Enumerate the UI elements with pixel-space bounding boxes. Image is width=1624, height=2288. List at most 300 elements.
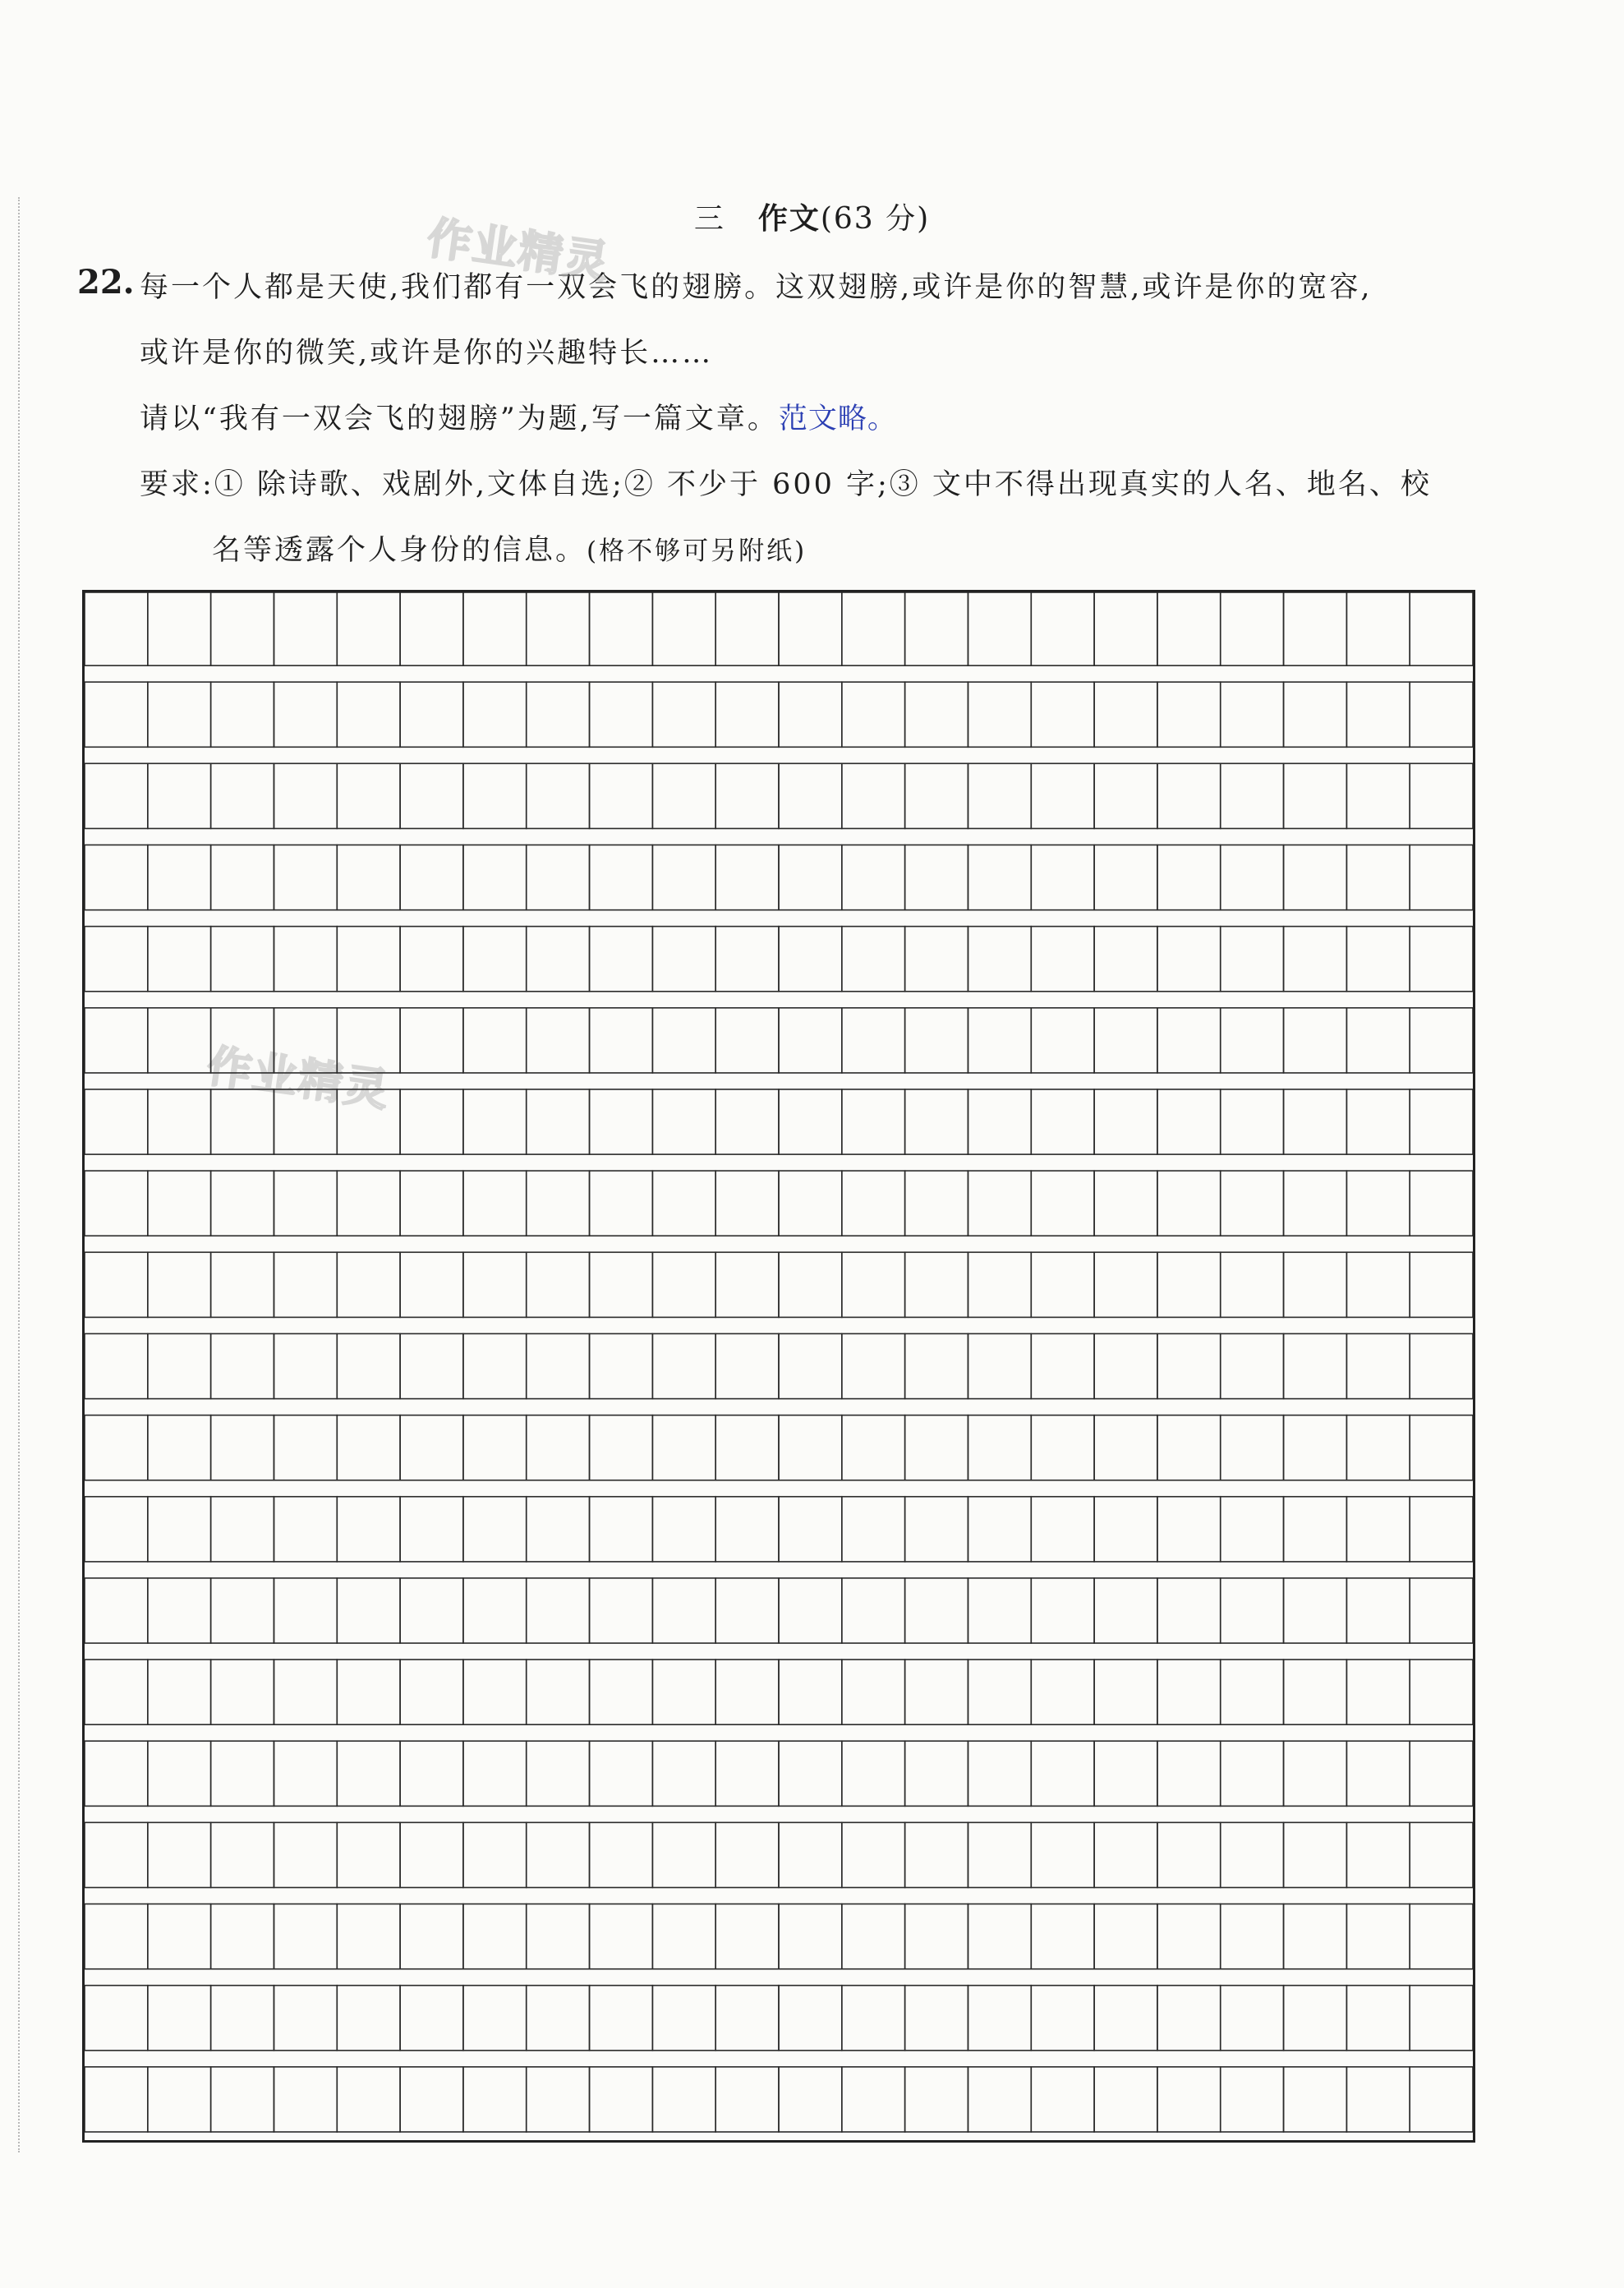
grid-cell[interactable] [842,845,905,909]
grid-cell[interactable] [590,1252,653,1317]
grid-cell[interactable] [905,1822,968,1887]
grid-cell[interactable] [1094,1008,1157,1073]
grid-cell[interactable] [1410,1252,1473,1317]
grid-cell[interactable] [1157,927,1221,992]
grid-cell[interactable] [400,682,463,747]
grid-cell[interactable] [715,1089,779,1154]
grid-cell[interactable] [779,2067,842,2132]
grid-cell[interactable] [1157,682,1221,747]
grid-cell[interactable] [463,1008,527,1073]
grid-cell[interactable] [1284,1171,1347,1236]
grid-cell[interactable] [1157,592,1221,665]
grid-cell[interactable] [337,763,400,828]
grid-cell[interactable] [1221,1660,1284,1724]
grid-cell[interactable] [968,592,1031,665]
grid-cell[interactable] [1221,2067,1284,2132]
grid-cell[interactable] [779,1171,842,1236]
grid-cell[interactable] [1031,1252,1094,1317]
grid-cell[interactable] [1157,1660,1221,1724]
grid-cell[interactable] [652,2067,715,2132]
grid-cell[interactable] [148,927,211,992]
grid-cell[interactable] [211,1171,274,1236]
grid-row[interactable] [85,1008,1473,1073]
grid-cell[interactable] [1221,1416,1284,1480]
grid-cell[interactable] [463,1822,527,1887]
grid-cell[interactable] [779,1416,842,1480]
grid-row[interactable] [85,1986,1473,2051]
grid-cell[interactable] [400,1008,463,1073]
grid-cell[interactable] [85,1497,148,1562]
grid-cell[interactable] [1221,1333,1284,1398]
grid-cell[interactable] [400,763,463,828]
grid-cell[interactable] [968,1333,1031,1398]
grid-cell[interactable] [400,1904,463,1969]
grid-cell[interactable] [1284,1986,1347,2051]
grid-cell[interactable] [527,1578,590,1643]
grid-cell[interactable] [463,1171,527,1236]
grid-cell[interactable] [1221,845,1284,909]
grid-cell[interactable] [652,1904,715,1969]
grid-cell[interactable] [779,1578,842,1643]
grid-cell[interactable] [842,1171,905,1236]
composition-grid[interactable] [82,590,1475,2143]
grid-cell[interactable] [400,1741,463,1806]
grid-cell[interactable] [1284,1822,1347,1887]
grid-cell[interactable] [1221,763,1284,828]
grid-cell[interactable] [148,1904,211,1969]
grid-cell[interactable] [842,1416,905,1480]
grid-cell[interactable] [1410,682,1473,747]
grid-cell[interactable] [527,682,590,747]
grid-cell[interactable] [274,1008,337,1073]
grid-cell[interactable] [274,682,337,747]
grid-cell[interactable] [1346,1171,1410,1236]
grid-cell[interactable] [463,763,527,828]
grid-cell[interactable] [463,1741,527,1806]
grid-cell[interactable] [148,592,211,665]
grid-cell[interactable] [715,1333,779,1398]
grid-cell[interactable] [842,2067,905,2132]
grid-cell[interactable] [400,1416,463,1480]
grid-cell[interactable] [968,1416,1031,1480]
grid-cell[interactable] [842,1904,905,1969]
grid-cell[interactable] [652,1252,715,1317]
grid-cell[interactable] [715,1660,779,1724]
grid-cell[interactable] [1346,763,1410,828]
grid-cell[interactable] [715,1171,779,1236]
grid-cell[interactable] [274,1171,337,1236]
grid-cell[interactable] [905,1986,968,2051]
grid-cell[interactable] [85,1741,148,1806]
grid-cell[interactable] [779,1986,842,2051]
grid-cell[interactable] [274,1089,337,1154]
grid-cell[interactable] [590,1089,653,1154]
grid-cell[interactable] [779,927,842,992]
grid-cell[interactable] [779,1333,842,1398]
grid-cell[interactable] [85,1008,148,1073]
grid-cell[interactable] [463,1986,527,2051]
grid-cell[interactable] [527,1089,590,1154]
grid-cell[interactable] [1284,1741,1347,1806]
grid-cell[interactable] [715,763,779,828]
grid-row[interactable] [85,1497,1473,1562]
grid-cell[interactable] [337,1333,400,1398]
grid-cell[interactable] [85,1822,148,1887]
grid-cell[interactable] [1284,682,1347,747]
grid-cell[interactable] [211,1822,274,1887]
grid-cell[interactable] [968,1904,1031,1969]
grid-cell[interactable] [400,927,463,992]
grid-cell[interactable] [400,1660,463,1724]
grid-cell[interactable] [779,682,842,747]
grid-cell[interactable] [1221,1008,1284,1073]
grid-cell[interactable] [905,1333,968,1398]
grid-cell[interactable] [463,927,527,992]
grid-cell[interactable] [148,1660,211,1724]
grid-cell[interactable] [1410,927,1473,992]
grid-cell[interactable] [337,1171,400,1236]
grid-cell[interactable] [968,1008,1031,1073]
grid-cell[interactable] [274,1578,337,1643]
grid-cell[interactable] [148,845,211,909]
grid-cell[interactable] [400,592,463,665]
grid-cell[interactable] [652,592,715,665]
grid-row[interactable] [85,1660,1473,1724]
grid-cell[interactable] [274,2067,337,2132]
grid-cell[interactable] [1094,682,1157,747]
grid-cell[interactable] [1410,1333,1473,1398]
grid-cell[interactable] [1031,1986,1094,2051]
grid-cell[interactable] [1284,763,1347,828]
grid-cell[interactable] [85,845,148,909]
grid-cell[interactable] [905,763,968,828]
grid-cell[interactable] [527,1416,590,1480]
grid-cell[interactable] [211,2067,274,2132]
grid-cell[interactable] [905,1089,968,1154]
grid-cell[interactable] [905,1008,968,1073]
grid-row[interactable] [85,1252,1473,1317]
grid-cell[interactable] [652,845,715,909]
grid-cell[interactable] [1094,1741,1157,1806]
grid-cell[interactable] [1410,1578,1473,1643]
grid-cell[interactable] [1284,1333,1347,1398]
grid-cell[interactable] [590,927,653,992]
grid-cell[interactable] [85,1252,148,1317]
grid-cell[interactable] [590,1008,653,1073]
grid-cell[interactable] [463,1904,527,1969]
grid-cell[interactable] [527,1741,590,1806]
grid-row[interactable] [85,1171,1473,1236]
grid-cell[interactable] [337,1578,400,1643]
grid-cell[interactable] [1157,1416,1221,1480]
grid-cell[interactable] [337,592,400,665]
grid-cell[interactable] [211,1904,274,1969]
grid-cell[interactable] [1221,1578,1284,1643]
grid-cell[interactable] [274,1904,337,1969]
grid-cell[interactable] [1157,1904,1221,1969]
grid-cell[interactable] [148,1741,211,1806]
grid-cell[interactable] [463,682,527,747]
grid-cell[interactable] [527,845,590,909]
grid-cell[interactable] [1031,592,1094,665]
grid-cell[interactable] [779,1822,842,1887]
grid-cell[interactable] [1031,845,1094,909]
grid-cell[interactable] [1157,763,1221,828]
grid-cell[interactable] [1410,1008,1473,1073]
grid-cell[interactable] [274,845,337,909]
grid-cell[interactable] [1346,1986,1410,2051]
grid-cell[interactable] [842,1089,905,1154]
grid-cell[interactable] [85,763,148,828]
grid-cell[interactable] [527,763,590,828]
grid-cell[interactable] [1410,1171,1473,1236]
grid-cell[interactable] [652,1822,715,1887]
grid-cell[interactable] [274,1986,337,2051]
grid-cell[interactable] [590,1416,653,1480]
grid-cell[interactable] [85,1171,148,1236]
grid-cell[interactable] [1221,1741,1284,1806]
grid-cell[interactable] [715,845,779,909]
grid-cell[interactable] [337,845,400,909]
grid-cell[interactable] [463,1578,527,1643]
grid-cell[interactable] [779,845,842,909]
grid-cell[interactable] [400,1171,463,1236]
grid-cell[interactable] [652,1660,715,1724]
grid-cell[interactable] [968,2067,1031,2132]
grid-cell[interactable] [652,1578,715,1643]
grid-cell[interactable] [1157,1333,1221,1398]
grid-cell[interactable] [652,927,715,992]
grid-cell[interactable] [337,682,400,747]
grid-cell[interactable] [527,1660,590,1724]
grid-cell[interactable] [85,927,148,992]
grid-cell[interactable] [590,845,653,909]
grid-cell[interactable] [527,592,590,665]
grid-cell[interactable] [211,845,274,909]
grid-cell[interactable] [652,1416,715,1480]
grid-cell[interactable] [715,1741,779,1806]
grid-cell[interactable] [1031,1741,1094,1806]
grid-cell[interactable] [1094,2067,1157,2132]
grid-cell[interactable] [463,1416,527,1480]
grid-cell[interactable] [842,1741,905,1806]
grid-cell[interactable] [274,592,337,665]
grid-cell[interactable] [590,1822,653,1887]
grid-cell[interactable] [463,1333,527,1398]
grid-cell[interactable] [968,1741,1031,1806]
grid-cell[interactable] [1031,763,1094,828]
grid-cell[interactable] [1346,845,1410,909]
grid-cell[interactable] [715,927,779,992]
grid-cell[interactable] [337,1822,400,1887]
grid-cell[interactable] [1031,1089,1094,1154]
grid-cell[interactable] [779,1904,842,1969]
grid-cell[interactable] [274,1252,337,1317]
grid-cell[interactable] [779,1660,842,1724]
grid-cell[interactable] [1094,1416,1157,1480]
grid-cell[interactable] [968,1986,1031,2051]
grid-cell[interactable] [715,682,779,747]
grid-cell[interactable] [1094,845,1157,909]
grid-cell[interactable] [1221,1171,1284,1236]
grid-cell[interactable] [527,927,590,992]
grid-cell[interactable] [590,1904,653,1969]
grid-cell[interactable] [527,1497,590,1562]
grid-cell[interactable] [715,2067,779,2132]
grid-cell[interactable] [1410,1822,1473,1887]
grid-row[interactable] [85,1578,1473,1643]
grid-cell[interactable] [274,1497,337,1562]
grid-cell[interactable] [1346,1008,1410,1073]
grid-cell[interactable] [1284,1904,1347,1969]
grid-cell[interactable] [527,1008,590,1073]
grid-cell[interactable] [968,682,1031,747]
grid-cell[interactable] [337,2067,400,2132]
grid-cell[interactable] [211,1416,274,1480]
grid-cell[interactable] [905,1497,968,1562]
grid-cell[interactable] [1094,592,1157,665]
grid-row[interactable] [85,1822,1473,1887]
grid-cell[interactable] [842,1252,905,1317]
grid-cell[interactable] [1410,1741,1473,1806]
grid-cell[interactable] [1031,1660,1094,1724]
grid-row[interactable] [85,2067,1473,2132]
grid-cell[interactable] [968,1822,1031,1887]
grid-cell[interactable] [842,1822,905,1887]
grid-cell[interactable] [274,1660,337,1724]
grid-cell[interactable] [337,1660,400,1724]
grid-cell[interactable] [148,1171,211,1236]
grid-cell[interactable] [527,1252,590,1317]
grid-cell[interactable] [905,1660,968,1724]
grid-cell[interactable] [211,927,274,992]
grid-cell[interactable] [590,1741,653,1806]
grid-cell[interactable] [85,682,148,747]
grid-cell[interactable] [1410,1416,1473,1480]
grid-cell[interactable] [905,845,968,909]
grid-cell[interactable] [1094,1171,1157,1236]
grid-cell[interactable] [1221,1497,1284,1562]
grid-cell[interactable] [1031,1497,1094,1562]
grid-cell[interactable] [1410,763,1473,828]
grid-cell[interactable] [1346,1089,1410,1154]
grid-cell[interactable] [211,1252,274,1317]
grid-cell[interactable] [1221,1089,1284,1154]
grid-cell[interactable] [1031,1904,1094,1969]
grid-cell[interactable] [400,1986,463,2051]
grid-cell[interactable] [85,1904,148,1969]
grid-cell[interactable] [463,1252,527,1317]
grid-cell[interactable] [842,1578,905,1643]
grid-cell[interactable] [1410,592,1473,665]
grid-cell[interactable] [590,1171,653,1236]
grid-cell[interactable] [1094,1822,1157,1887]
grid-cell[interactable] [274,1822,337,1887]
grid-cell[interactable] [1221,1252,1284,1317]
grid-cell[interactable] [590,682,653,747]
grid-row[interactable] [85,1904,1473,1969]
grid-cell[interactable] [652,682,715,747]
grid-cell[interactable] [715,1578,779,1643]
grid-cell[interactable] [337,1252,400,1317]
grid-cell[interactable] [527,1171,590,1236]
grid-cell[interactable] [1410,1986,1473,2051]
grid-cell[interactable] [1094,1333,1157,1398]
grid-cell[interactable] [148,1416,211,1480]
grid-cell[interactable] [779,1089,842,1154]
grid-cell[interactable] [85,1986,148,2051]
grid-cell[interactable] [1284,1660,1347,1724]
grid-cell[interactable] [400,845,463,909]
grid-cell[interactable] [1157,1171,1221,1236]
grid-cell[interactable] [148,1333,211,1398]
grid-cell[interactable] [463,1660,527,1724]
grid-cell[interactable] [527,1822,590,1887]
grid-cell[interactable] [968,1497,1031,1562]
grid-cell[interactable] [1031,927,1094,992]
grid-cell[interactable] [1284,927,1347,992]
grid-cell[interactable] [1094,1578,1157,1643]
grid-cell[interactable] [1157,1252,1221,1317]
grid-cell[interactable] [527,1986,590,2051]
grid-cell[interactable] [148,1252,211,1317]
grid-cell[interactable] [1346,682,1410,747]
grid-cell[interactable] [211,592,274,665]
grid-cell[interactable] [1410,845,1473,909]
grid-cell[interactable] [779,1497,842,1562]
grid-cell[interactable] [1031,1578,1094,1643]
grid-cell[interactable] [1346,1904,1410,1969]
grid-row[interactable] [85,1333,1473,1398]
grid-cell[interactable] [148,1497,211,1562]
grid-cell[interactable] [463,592,527,665]
grid-cell[interactable] [463,845,527,909]
grid-cell[interactable] [337,1416,400,1480]
grid-cell[interactable] [274,1741,337,1806]
grid-cell[interactable] [211,1089,274,1154]
grid-cell[interactable] [85,1416,148,1480]
grid-cell[interactable] [211,1986,274,2051]
grid-cell[interactable] [590,1578,653,1643]
grid-cell[interactable] [779,1741,842,1806]
grid-cell[interactable] [274,927,337,992]
grid-cell[interactable] [400,2067,463,2132]
grid-cell[interactable] [968,1089,1031,1154]
grid-cell[interactable] [590,1333,653,1398]
grid-cell[interactable] [337,1497,400,1562]
grid-cell[interactable] [1221,682,1284,747]
grid-cell[interactable] [148,2067,211,2132]
grid-cell[interactable] [1094,1660,1157,1724]
grid-cell[interactable] [779,592,842,665]
grid-cell[interactable] [652,1171,715,1236]
grid-cell[interactable] [463,2067,527,2132]
grid-cell[interactable] [1284,1089,1347,1154]
grid-cell[interactable] [1031,1416,1094,1480]
grid-row[interactable] [85,845,1473,909]
grid-cell[interactable] [337,1089,400,1154]
grid-cell[interactable] [211,1497,274,1562]
grid-cell[interactable] [148,1986,211,2051]
grid-cell[interactable] [905,682,968,747]
grid-cell[interactable] [463,1497,527,1562]
grid-cell[interactable] [652,763,715,828]
grid-cell[interactable] [842,763,905,828]
grid-cell[interactable] [1284,2067,1347,2132]
grid-row[interactable] [85,927,1473,992]
grid-cell[interactable] [590,1986,653,2051]
grid-cell[interactable] [211,1333,274,1398]
